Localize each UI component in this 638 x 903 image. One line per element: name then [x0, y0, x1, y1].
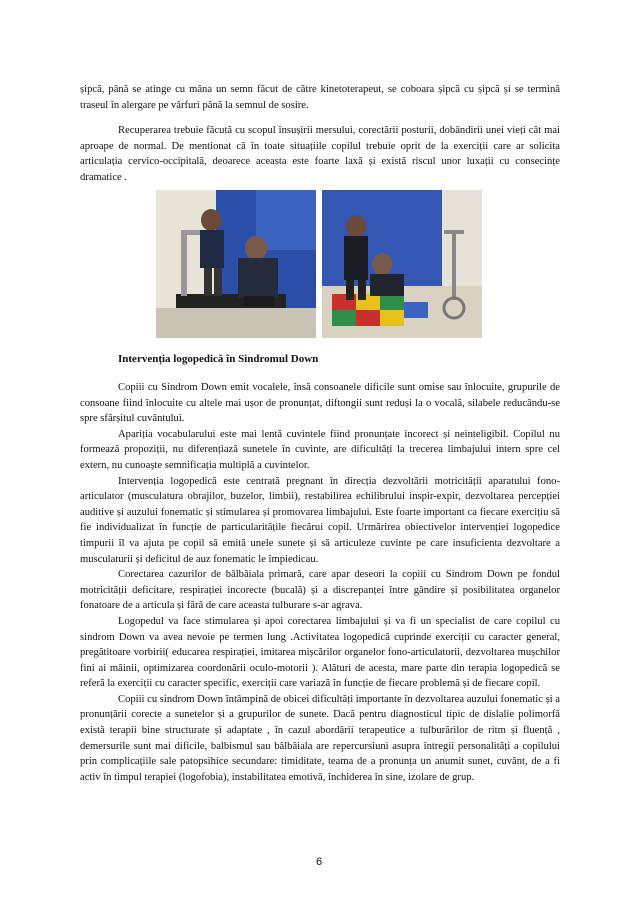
paragraph-3: Intervenția logopedică este centrată pregnant în direcția dezvoltării motricității aparatului fono-articulator (musculatura obrajilor, buzelor, limbii), restabilirea echilibrului inspir-expir, dezvoltarea percepției auditive și auzului fonematic și stimularea și promovarea limbajului. Este foarte important ca fiecare exercițiu să fie individualizat în funcție de particularitățile fiecărui copil. Urmărirea obiectivelor intervenției logopedice timpurii îl va ajuta pe copil să emită unele sunete și să articuleze cuvinte pe care insuficienta dezvoltare a musculaturii și deficitul de auz fonematic le împiedicau.: [80, 475, 560, 565]
photo-treadmill-therapy: [156, 190, 316, 338]
paragraph-4: Corectarea cazurilor de bâlbâiala primară, care apar deseori la copiii cu Sindrom Down pe fondul motricității deficitare, respirației incorecte (bucală) și a discrepanței între gândire și posibilitatea organelor fonatoare de a articula și fără de care aceasta tulburare s-ar agrava.: [80, 569, 560, 612]
paragraph-5: Logopedul va face stimularea și apoi corectarea limbajului și va fi un specialist de care copilul cu sindrom Down va avea nevoie pe termen lung .Activitatea logopedică cuprinde exerciții cu caracter general, pregătitoare vorbirii( educarea respirației, imitarea mișcărilor organelor fono-articulatorii, dezvoltarea mușchilor fini ai mâinii, optimizarea coordonării oculo-motorii ). Alături de acesta, mare parte din terapia logopedică se referă la exerciții cu caracter specific, exerciții care variază în funcție de fiecare problemă și de fiecare copil.: [80, 615, 560, 690]
paragraph-6: Copiii cu sindrom Down întâmpină de obicei dificultăți importante în dezvoltarea auzului fonematic și a pronunțării corecte a sunetelor și a grupurilor de sunete. Dacă pentru diagnosticul tipic de dislalie polimorfă există terapii bine structurate și adaptate , în cazul abordării terapeutice a tulburărilor de ritm și fluență , demersurile sunt mai dificile, balbismul sau bâlbâiala are repercursiuni asupra întregii personalități a copilului prin complicațiile sale patopsihice secundare: timiditate, teama de a pronunța un anumit sunet, cuvânt, de a fi activ în timpul terapiei (logofobia), instabilitatea emotivă, închiderea în sine, izolare de grup.: [80, 693, 560, 783]
paragraph-2: Apariția vocabularului este mai lentă cuvintele fiind pronunțate incorect și neinteligibil. Copilul nu formează propoziții, nu diferențiază sunetele în cuvinte, are dificultăți la trecerea limbajului intern spre cel extern, nu cunoaște semnificația multiplă a cuvintelor.: [80, 428, 560, 471]
page-number: 6: [315, 856, 323, 868]
paragraph-1: Copiii cu Sindrom Down emit vocalele, însă consoanele dificile sunt omise sau înlocuite, grupurile de consoane fiind înlocuite cu altele mai ușor de pronunțat, diftongii sunt reduși la o vocală, silabele reducându-se spre sfârșitul cuvântului.: [80, 382, 560, 425]
body-text-top: [80, 82, 560, 186]
paragraph-intro: șipcă, până se atinge cu mâna un semn făcut de către kinetoterapeut, se coboara șipcă cu șipcă și se termină traseul în alergare pe vârfuri până la semnul de sosire.: [80, 84, 560, 111]
photo-floor-mat-therapy: [322, 190, 482, 338]
section-heading: Intervenția logopedică în Sindromul Down: [118, 353, 319, 365]
paragraph-recovery: Recuperarea trebuie făcută cu scopul însușirii mersului, corectării posturii, dobândirii unei vieți cât mai aproape de normal. De mentionat că în toate situațiile copilul trebuie oprit de la exerciții care ar solicita articulația cervico-occipitală, deoarece aceasta este foarte laxă și există riscul unor luxații cu consecințe dramatice .: [80, 125, 560, 183]
photo-strip: [156, 190, 482, 338]
body-text-bottom: [80, 380, 560, 785]
